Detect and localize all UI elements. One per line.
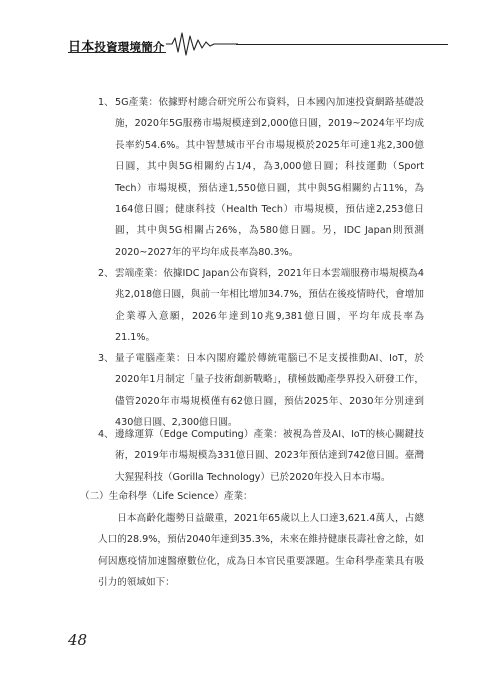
list-item-number: 3、 <box>98 353 114 364</box>
list-item-text: 量子電腦產業：日本內閣府鑑於傳統電腦已不足支援推動AI、IoT，於2020年1月制定「量子技術創新戰略」，積極鼓勵產學界投入研發工作，儘管2020年市場規模僅有62億日圓，預估2025年、2030年分別達到430億日圓、2,300億日圓。 <box>115 353 424 429</box>
list-item <box>98 424 424 488</box>
list-item-text: 5G產業：依據野村總合研究所公布資料，日本國內加速投資網路基礎設施，2020年5G服務市場規模達到2,000億日圓，2019~2024年平均成長率約54.6%。其中智慧城市平台市場規模於2025年可達1兆2,300億日圓，其中與5G相關約占1/4，為3,000億日圓；科技運動（Sport Tech）市場規模，預估達1,550億日圓，其中與5G相關約占11%，為164億日圓；健康科技（Health Tech）市場規模，預估達2,253億日圓，其中與5G相關占26%，為580億日圓。另，IDC Japan則預測2020~2027年的平均年成長率為80.3%。 <box>115 97 424 258</box>
list-item-number: 1、 <box>98 97 114 108</box>
page-number: 48 <box>68 631 88 649</box>
section-heading: （二）生命科學（Life Science）產業： <box>80 491 253 502</box>
header-underline <box>68 52 166 53</box>
heartbeat-wave-icon <box>166 30 238 58</box>
running-header <box>68 30 448 58</box>
list-item-number: 2、 <box>98 268 114 279</box>
header-rule-line <box>236 44 448 45</box>
list-item <box>98 263 424 349</box>
header-title-big: 日本 <box>68 40 95 55</box>
list-item-number: 4、 <box>98 429 114 440</box>
list-item-text: 雲端產業：依據IDC Japan公布資料，2021年日本雲端服務市場規模為4兆2,018億日圓，與前一年相比增加34.7%，預估在後疫情時代，會增加企業導入意願，2026年達到10兆9,381億日圓，平均年成長率為21.1%。 <box>115 268 424 344</box>
body-paragraph: 日本高齡化趨勢日益嚴重，2021年65歲以上人口達3,621.4萬人，占總人口的28.9%，預估2040年達到35.3%，未來在維持健康長壽社會之餘，如何因應疫情加速醫療數位化，成為日本官民重要課題。生命科學產業具有吸引力的領域如下： <box>98 513 424 589</box>
list-item <box>98 92 424 263</box>
list-item <box>98 348 424 434</box>
header-title-small: 投資環境簡介 <box>94 40 165 54</box>
list-item-text: 邊緣運算（Edge Computing）產業：被視為普及AI、IoT的核心關鍵技術，2019年市場規模為331億日圓、2023年預估達到742億日圓。臺灣大猩猩科技（Gorilla Technology）已於2020年投入日本市場。 <box>115 429 424 483</box>
